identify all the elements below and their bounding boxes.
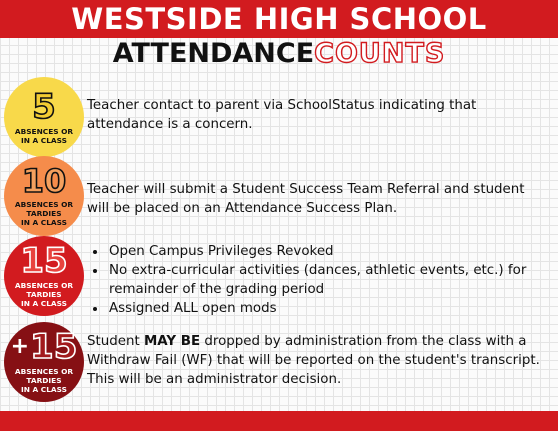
tier-badge-15	[4, 236, 84, 316]
tier-consequences	[87, 242, 547, 318]
bottom-red-bar	[0, 411, 558, 431]
tier-badge-5	[4, 77, 84, 157]
tier-badge-10	[4, 156, 84, 236]
school-title-banner	[0, 0, 558, 38]
tier-number: 10	[21, 162, 67, 200]
tier-badge-15-plus	[4, 322, 84, 402]
plus-icon: +	[10, 334, 30, 359]
tier-description: Teacher will submit a Student Success Team Referral and student will be placed on an Attendance Success Plan.	[87, 182, 525, 216]
subtitle-counts: COUNTS	[314, 38, 446, 69]
tier-row-15-plus	[0, 316, 558, 408]
tier-caption: ABSENCES OR TARDIES IN A CLASS	[14, 200, 74, 227]
tier-number: 15	[20, 241, 68, 281]
emphasis-may-be: MAY BE	[143, 334, 201, 349]
school-title: WESTSIDE HIGH SCHOOL	[71, 2, 487, 36]
consequence-item: • Assigned ALL open mods	[107, 299, 547, 318]
tier-caption: ABSENCES OR TARDIES IN A CLASS	[14, 367, 74, 394]
tier-caption: ABSENCES OR IN A CLASS	[14, 126, 74, 145]
poster-subtitle	[0, 38, 558, 70]
subtitle-attendance: ATTENDANCE	[112, 38, 315, 69]
tier-row-10	[0, 152, 558, 238]
consequence-item: • No extra-curricular activities (dances, athletic events, etc.) for remainder of the grading period	[107, 261, 547, 299]
consequence-list	[87, 242, 547, 318]
consequence-item: • Open Campus Privileges Revoked	[107, 242, 547, 261]
tier-number: 15	[30, 327, 78, 367]
tier-description: Teacher contact to parent via SchoolStatus indicating that attendance is a concern.	[87, 98, 477, 132]
tier-row-5	[0, 74, 558, 160]
tier-caption: ABSENCES OR TARDIES IN A CLASS	[14, 281, 74, 308]
tier-row-15	[0, 232, 558, 320]
tier-number-line	[10, 327, 78, 367]
tier-description: Student MAY BE dropped by administration from the class with a Withdraw Fail (WF) that will be reported on the student's transcript. This will be an administrator decision.	[87, 334, 540, 387]
tier-number: 5	[32, 86, 56, 127]
